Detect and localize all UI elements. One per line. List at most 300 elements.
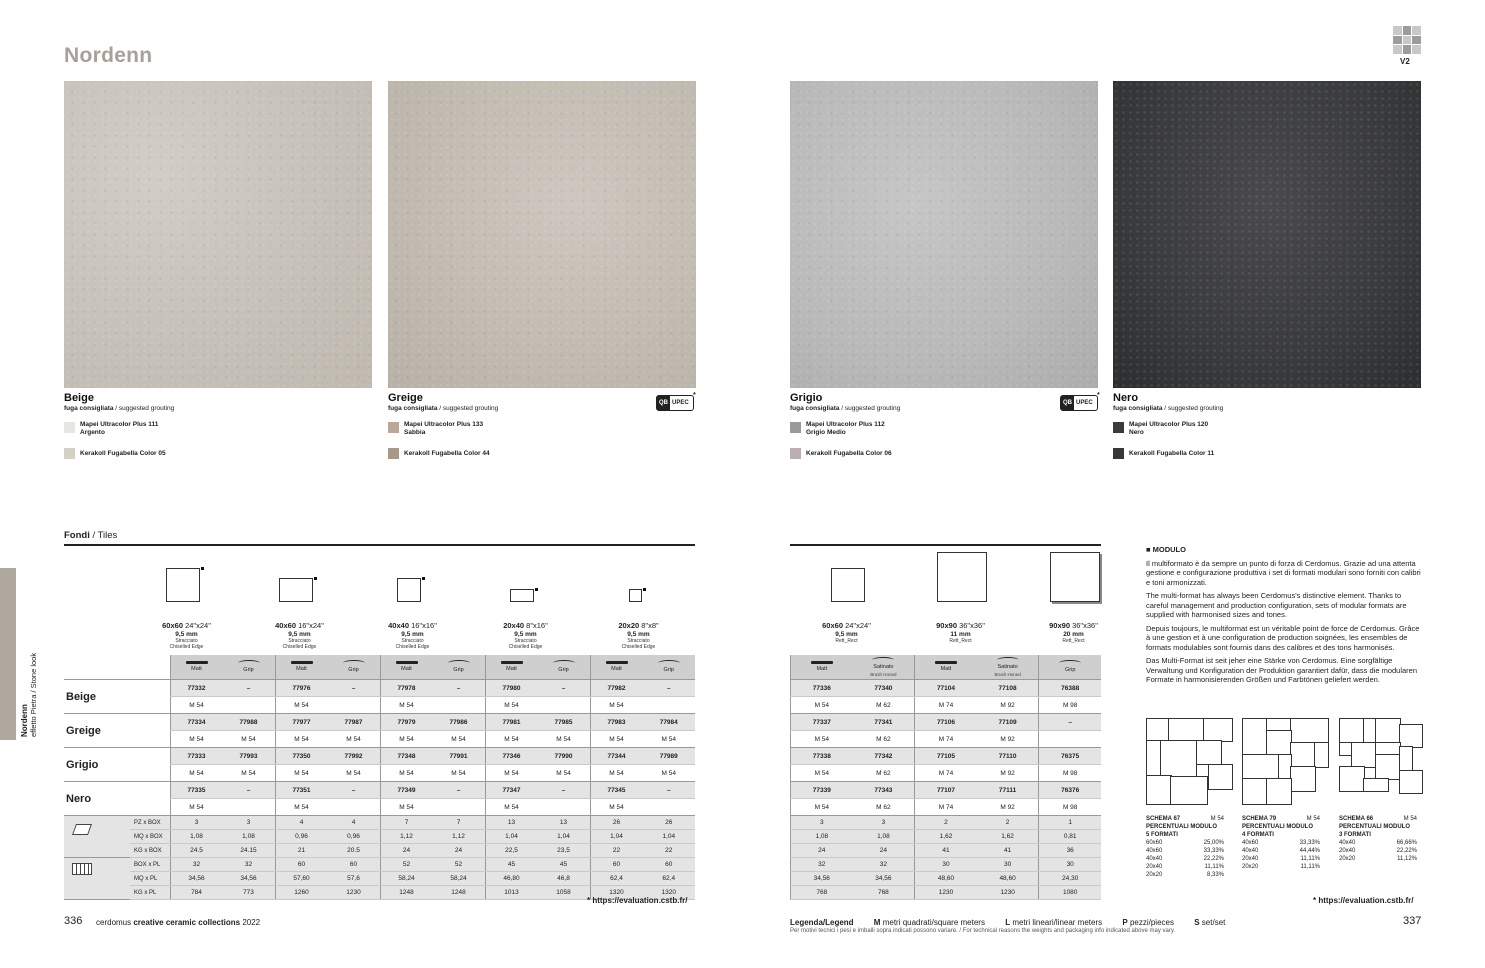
finish-header — [915, 655, 977, 680]
packaging-label: KG x BOX — [130, 844, 170, 858]
product-code: 77985 — [538, 714, 591, 731]
mapei-grout-swatch — [790, 422, 801, 433]
finish-label: Matt — [191, 666, 202, 672]
unit-size: M 54 — [433, 765, 486, 782]
unit-size: M 54 — [485, 731, 538, 748]
format-edge-en: Chiselled Edge — [395, 643, 430, 650]
finish-header — [485, 655, 538, 680]
format-edge: Rett_Rect — [835, 638, 858, 644]
product-code: 77987 — [328, 714, 381, 731]
unit-size: M 54 — [791, 697, 853, 714]
unit-size: M 54 — [223, 765, 276, 782]
upec-asterisk-2: * — [1097, 392, 1100, 399]
grout-label-bold: fuga consigliata — [1113, 405, 1163, 412]
finish-header — [380, 655, 433, 680]
upec-text: UPEC — [1076, 400, 1093, 406]
packaging-value: 7 — [433, 816, 486, 830]
packaging-value: 41 — [915, 844, 977, 858]
packaging-value: 62,4 — [643, 872, 696, 886]
format-inch: 16"x16" — [411, 621, 437, 630]
pallet-icon — [72, 863, 92, 875]
product-code: – — [643, 680, 696, 697]
product-code: 76376 — [1039, 782, 1101, 799]
product-code: 77340 — [853, 680, 915, 697]
footer-year: 2022 — [242, 918, 261, 927]
swatch-greige — [388, 81, 696, 388]
format-label — [904, 622, 1017, 645]
packaging-value: 57,6 — [328, 872, 381, 886]
schema-66-pattern — [1339, 718, 1421, 803]
packaging-value: 1248 — [433, 886, 486, 900]
packaging-value: 32 — [170, 858, 223, 872]
grip-icon — [343, 660, 365, 666]
legend-key-l: L — [1005, 918, 1011, 927]
schema-row — [1242, 839, 1322, 847]
product-code: 77993 — [223, 748, 276, 765]
schema-format: 20x40 — [1146, 864, 1163, 870]
packaging-value: 34,56 — [170, 872, 223, 886]
grip-icon — [448, 660, 470, 666]
schema-percent: 11,11% — [1204, 864, 1224, 870]
evaluation-link-right[interactable]: * https://evaluation.cstb.fr/ — [1313, 896, 1414, 905]
format-inch: 8"x16" — [526, 621, 548, 630]
modulo-text-fr: Depuis toujours, le multiformat est un véritable point de force de Cerdomus. Grâce à une gestion et à une configuration de production soignées, les ensembles de formats modulables sont fournis dans des calibres et des tons harmonisés. — [1146, 623, 1420, 652]
unit-size: M 54 — [485, 765, 538, 782]
unit-size: M 74 — [915, 799, 977, 816]
product-code: 77982 — [590, 680, 643, 697]
format-inch: 36"x36" — [959, 621, 985, 630]
grout-label-bold: fuga consigliata — [790, 405, 840, 412]
satin-icon — [872, 657, 894, 663]
format-size: 20x40 — [503, 621, 525, 630]
schema-format-count: 5 FORMATI — [1146, 832, 1178, 838]
packaging-value: 57,60 — [275, 872, 328, 886]
footer-brand-name: cerdomus — [96, 918, 132, 927]
product-code: – — [223, 680, 276, 697]
finish-header — [643, 655, 696, 680]
packaging-value: 36 — [1039, 844, 1101, 858]
schema-row — [1146, 847, 1226, 855]
schema-unit: M 54 — [1306, 816, 1320, 822]
packaging-value: 24 — [433, 844, 486, 858]
product-code: 77347 — [485, 782, 538, 799]
legend-val-s: set/set — [1201, 918, 1226, 927]
schema-percent: 22,22% — [1203, 856, 1224, 862]
packaging-value: 1,04 — [485, 830, 538, 844]
schema-row — [1339, 855, 1419, 863]
schema-row — [1146, 871, 1226, 879]
packaging-value: 32 — [791, 858, 853, 872]
product-code: 77104 — [915, 680, 977, 697]
unit-size: M 54 — [380, 765, 433, 782]
format-edge-en: Chiselled Edge — [508, 643, 543, 650]
format-label — [469, 622, 582, 650]
packaging-value: 30 — [977, 858, 1039, 872]
format-edge: Rett_Rect — [1062, 638, 1085, 644]
product-code: 77348 — [380, 748, 433, 765]
kerakoll-grout-label: Kerakoll Fugabella Color 05 — [80, 450, 166, 457]
grip-icon — [238, 660, 260, 666]
format-edge-it: Stracciato — [175, 638, 198, 644]
packaging-value: 1,62 — [915, 830, 977, 844]
packaging-value: 22 — [643, 844, 696, 858]
packaging-value: 1,04 — [590, 830, 643, 844]
version-badge: V2 — [1400, 57, 1410, 66]
product-code: 77109 — [977, 714, 1039, 731]
product-code: – — [538, 680, 591, 697]
mapei-name: Mapei Ultracolor Plus 111 — [80, 421, 159, 428]
schema-row — [1242, 855, 1322, 863]
packaging-value: 768 — [791, 886, 853, 900]
product-code: 77105 — [915, 748, 977, 765]
format-thickness: 9,5 mm — [627, 631, 650, 638]
unit-size: M 92 — [977, 765, 1039, 782]
product-code: 77343 — [853, 782, 915, 799]
row-label: Beige — [64, 680, 170, 714]
packaging-value: 45 — [485, 858, 538, 872]
schema-percent: 25,00% — [1203, 840, 1224, 846]
packaging-value: 0,96 — [328, 830, 381, 844]
unit-size: M 54 — [170, 765, 223, 782]
finish-label: Satinato — [997, 663, 1018, 670]
packaging-value: 4 — [275, 816, 328, 830]
packaging-value: 0,96 — [275, 830, 328, 844]
packaging-value: 26 — [643, 816, 696, 830]
format-label — [130, 622, 243, 650]
unit-size: M 98 — [1039, 697, 1101, 714]
mapei-name: Mapei Ultracolor Plus 112 — [806, 421, 885, 428]
unit-size: M 74 — [915, 731, 977, 748]
section-title — [64, 530, 117, 541]
packaging-value: 60 — [328, 858, 381, 872]
grout-label-bold: fuga consigliata — [388, 405, 438, 412]
format-label — [790, 622, 903, 645]
page-number-left: 336 — [64, 915, 83, 927]
product-code: 77110 — [977, 748, 1039, 765]
schema-perc-title: PERCENTUALI MODULO — [1146, 824, 1217, 830]
packaging-value: 48,60 — [977, 872, 1039, 886]
modulo-text-it: Il multiformato è da sempre un punto di forza di Cerdomus. Grazie ad una attenta gestione e configurazione produttiva i set di formati modulari sono forniti con calibri e toni armonizzati. — [1146, 558, 1421, 587]
packaging-value: 22 — [590, 844, 643, 858]
unit-size: M 54 — [538, 731, 591, 748]
packaging-value: 7 — [380, 816, 433, 830]
unit-size: M 54 — [590, 799, 643, 816]
schema-unit: M 54 — [1403, 816, 1417, 822]
packaging-value: 24.15 — [223, 844, 276, 858]
section-title-rest: / Tiles — [89, 530, 118, 541]
swatch-beige — [64, 81, 372, 388]
packaging-value: 784 — [170, 886, 223, 900]
unit-size — [328, 799, 381, 816]
product-code: 77106 — [915, 714, 977, 731]
format-edge-en: Chiselled Edge — [621, 643, 656, 650]
packaging-value: 23,5 — [538, 844, 591, 858]
product-code: 76375 — [1039, 748, 1101, 765]
unit-size — [538, 799, 591, 816]
sidebar-label — [20, 653, 38, 737]
schema-format: 40x40 — [1146, 856, 1163, 862]
tile-size-icon — [397, 578, 421, 602]
finish-label: Matt — [816, 666, 828, 672]
schema-row — [1242, 847, 1322, 855]
schema-row — [1146, 855, 1226, 863]
schema-name: SCHEMA 66 — [1339, 816, 1374, 822]
upec-certification-icon — [656, 395, 694, 411]
schema-format: 40x60 — [1146, 848, 1163, 854]
unit-size: M 92 — [977, 731, 1039, 748]
schema-percent: 44,44% — [1299, 848, 1320, 854]
packaging-value: 4 — [328, 816, 381, 830]
tile-size-icon — [279, 578, 313, 602]
packaging-value: 20.5 — [328, 844, 381, 858]
finish-header — [433, 655, 486, 680]
satin-icon — [997, 657, 1019, 663]
tiles-table-right — [790, 655, 1101, 900]
unit-size: M 54 — [380, 731, 433, 748]
legend-key-m: M — [873, 918, 881, 927]
packaging-value: 58,24 — [433, 872, 486, 886]
grout-label-bold: fuga consigliata — [64, 405, 114, 412]
grip-icon — [658, 660, 680, 666]
format-label — [243, 622, 356, 650]
kerakoll-grout-swatch — [1113, 448, 1124, 459]
unit-size — [1039, 731, 1101, 748]
product-code: 77977 — [275, 714, 328, 731]
finish-header — [853, 655, 915, 680]
product-code: 77979 — [380, 714, 433, 731]
unit-size — [433, 697, 486, 714]
finish-header — [791, 655, 853, 680]
finish-label: Grip — [558, 667, 569, 673]
format-inch: 8"x8" — [641, 621, 659, 630]
packaging-value: 3 — [223, 816, 276, 830]
packaging-value: 62,4 — [590, 872, 643, 886]
unit-size: M 54 — [590, 765, 643, 782]
schema-percent: 33,33% — [1299, 840, 1320, 846]
packaging-value: 2 — [977, 816, 1039, 830]
grout-label-rest: / suggested grouting — [437, 405, 499, 412]
grout-label — [1113, 405, 1223, 412]
format-edge: Rett_Rect — [949, 638, 972, 644]
mapei-grout-swatch — [388, 422, 399, 433]
packaging-value: 34,56 — [853, 872, 915, 886]
product-code: – — [1039, 714, 1101, 731]
page-title: Nordenn — [64, 44, 153, 67]
modulo-heading: ■ MODULO — [1146, 545, 1186, 554]
packaging-value: 13 — [485, 816, 538, 830]
finish-label: Matt — [940, 666, 952, 672]
unit-size — [223, 799, 276, 816]
packaging-label: MQ x BOX — [130, 830, 170, 844]
product-code: 77107 — [915, 782, 977, 799]
unit-size: M 54 — [538, 765, 591, 782]
mapei-name: Mapei Ultracolor Plus 120 — [1129, 421, 1209, 428]
packaging-value: 52 — [380, 858, 433, 872]
finish-label: Grip — [243, 667, 254, 673]
packaging-value: 0,81 — [1039, 830, 1101, 844]
legend-key-p: P — [1122, 918, 1128, 927]
schema-unit: M 54 — [1210, 816, 1224, 822]
sidebar-name: Nordenn — [20, 704, 29, 737]
schema-percent: 11,11% — [1300, 864, 1320, 870]
unit-size — [643, 799, 696, 816]
unit-size: M 54 — [380, 697, 433, 714]
format-size: 20x20 — [618, 621, 640, 630]
unit-size — [433, 799, 486, 816]
packaging-label: KG x PL — [130, 886, 170, 900]
format-inch: 36"x36" — [1072, 621, 1098, 630]
tile-size-icon — [1050, 552, 1100, 602]
packaging-value: 1,12 — [433, 830, 486, 844]
schema-format: 40x40 — [1339, 840, 1356, 846]
grip-icon — [553, 660, 575, 666]
packaging-icon-cell — [64, 816, 130, 858]
legend — [790, 918, 1243, 927]
unit-size: M 54 — [275, 731, 328, 748]
schema-info — [1146, 815, 1226, 879]
unit-size — [328, 697, 381, 714]
packaging-value: 1 — [1039, 816, 1101, 830]
modulo-text-en: The multi-format has always been Cerdomus's distinctive element. Thanks to careful management and production configuration, sets of modular formats are supplied with harmonised sizes and tones. — [1146, 591, 1407, 619]
unit-size: M 54 — [791, 799, 853, 816]
packaging-value: 1,08 — [170, 830, 223, 844]
packaging-value: 1,12 — [380, 830, 433, 844]
modulo-text-de: Das Multi-Format ist seit jeher eine Stärke von Cerdomus. Eine sorgfältige Verwaltung und Konfiguration der Produktion garantiert dafür, dass die modularen Formate in harmonisierenden Größen und Farbtönen geliefert werden. — [1146, 656, 1418, 684]
format-edge-it: Stracciato — [288, 638, 311, 644]
packaging-value: 34,56 — [791, 872, 853, 886]
packaging-value: 1230 — [977, 886, 1039, 900]
schema-67-pattern — [1146, 718, 1231, 803]
schema-format: 60x60 — [1146, 840, 1163, 846]
page-number-right: 337 — [1403, 915, 1422, 927]
schema-row — [1242, 863, 1322, 871]
format-thickness: 9,5 mm — [514, 631, 537, 638]
packaging-value: 1,04 — [643, 830, 696, 844]
schema-name: SCHEMA 79 — [1242, 816, 1277, 822]
color-name: Greige — [388, 392, 423, 404]
legend-title: Legenda/Legend — [790, 918, 854, 927]
sidebar-desc: effetto Pietra / Stone look — [29, 652, 38, 737]
matt-icon — [396, 661, 418, 664]
color-name: Grigio — [790, 392, 823, 404]
format-inch: 24"x24" — [845, 621, 871, 630]
footer-brand-bold: creative ceramic collections — [133, 918, 241, 927]
mapei-grout-swatch — [64, 422, 75, 433]
format-label — [356, 622, 469, 650]
kerakoll-grout-swatch — [64, 448, 75, 459]
packaging-value: 24 — [380, 844, 433, 858]
schema-row — [1146, 863, 1226, 871]
format-size: 40x40 — [388, 621, 409, 630]
format-thickness: 9,5 mm — [175, 631, 198, 638]
unit-size: M 54 — [328, 731, 381, 748]
product-code: 77349 — [380, 782, 433, 799]
product-code: 77989 — [643, 748, 696, 765]
sidebar-tab — [0, 568, 16, 740]
kerakoll-grout-label: Kerakoll Fugabella Color 44 — [404, 450, 490, 457]
evaluation-link-left[interactable]: * https://evaluation.cstb.fr/ — [587, 896, 688, 905]
schema-perc-title: PERCENTUALI MODULO — [1339, 824, 1410, 830]
unit-size: M 98 — [1039, 799, 1101, 816]
unit-size: M 54 — [485, 799, 538, 816]
product-code: 77341 — [853, 714, 915, 731]
packaging-value: 60 — [590, 858, 643, 872]
upec-text: UPEC — [672, 400, 689, 406]
packaging-value: 52 — [433, 858, 486, 872]
finish-label: Matt — [401, 666, 412, 672]
modulo-description — [1146, 545, 1421, 689]
unit-size: M 54 — [643, 731, 696, 748]
row-label: Nero — [64, 782, 170, 816]
schema-format: 20x40 — [1242, 856, 1259, 862]
mapei-grout-label — [404, 421, 483, 437]
format-edge-en: Chiselled Edge — [282, 643, 317, 650]
packaging-value: 41 — [977, 844, 1039, 858]
unit-size: M 54 — [791, 731, 853, 748]
product-code: 76388 — [1039, 680, 1101, 697]
packaging-value: 60 — [643, 858, 696, 872]
packaging-value: 1080 — [1039, 886, 1101, 900]
packaging-value: 30 — [1039, 858, 1101, 872]
unit-size: M 54 — [170, 799, 223, 816]
schema-format: 20x20 — [1339, 856, 1356, 862]
unit-size: M 54 — [791, 765, 853, 782]
packaging-value: 45 — [538, 858, 591, 872]
finish-label: Grip — [663, 667, 674, 673]
product-code: 77978 — [380, 680, 433, 697]
packaging-value: 1230 — [328, 886, 381, 900]
schema-percent: 33,33% — [1203, 848, 1224, 854]
unit-size: M 74 — [915, 765, 977, 782]
matt-icon — [811, 661, 833, 664]
unit-size: M 54 — [170, 731, 223, 748]
product-code: 77990 — [538, 748, 591, 765]
product-code: 77991 — [433, 748, 486, 765]
matt-icon — [606, 661, 628, 664]
finish-header — [223, 655, 276, 680]
format-label — [582, 622, 695, 650]
tile-size-icon — [166, 568, 200, 602]
legend-val-p: pezzi/pieces — [1129, 918, 1174, 927]
format-size: 60x60 — [162, 621, 183, 630]
schema-format: 40x60 — [1242, 840, 1259, 846]
mapei-grout-label — [1129, 421, 1208, 437]
finish-header — [170, 655, 223, 680]
product-code: 77992 — [328, 748, 381, 765]
format-size: 60x60 — [822, 621, 843, 630]
schema-name: SCHEMA 67 — [1146, 816, 1181, 822]
packaging-value: 3 — [791, 816, 853, 830]
unit-size: M 54 — [275, 697, 328, 714]
packaging-value: 46,80 — [485, 872, 538, 886]
packaging-value: 1230 — [915, 886, 977, 900]
packaging-value: 1,04 — [538, 830, 591, 844]
schema-79-pattern — [1242, 718, 1327, 803]
packaging-value: 768 — [853, 886, 915, 900]
finish-sublabel: Brush Honed — [994, 671, 1021, 677]
grout-label-rest: / suggested grouting — [839, 405, 901, 412]
finish-label: Grip — [1064, 667, 1076, 673]
unit-size: M 54 — [170, 697, 223, 714]
grout-label — [388, 405, 498, 412]
unit-size: M 54 — [223, 731, 276, 748]
unit-size — [538, 697, 591, 714]
packaging-value: 24 — [853, 844, 915, 858]
product-code: 77335 — [170, 782, 223, 799]
legend-key-s: S — [1194, 918, 1200, 927]
format-size: 90x90 — [1049, 621, 1070, 630]
unit-size: M 54 — [590, 697, 643, 714]
